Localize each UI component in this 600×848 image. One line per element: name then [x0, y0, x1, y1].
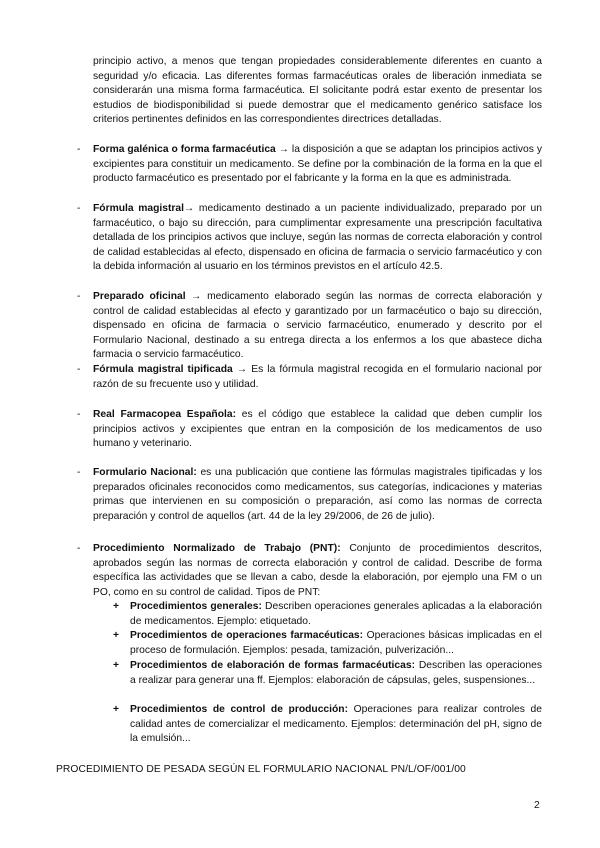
page-footer: PROCEDIMIENTO DE PESADA SEGÚN EL FORMULARIO NACIONAL PN/L/OF/001/00	[56, 764, 466, 775]
pnt-type-operaciones	[130, 629, 542, 658]
subitem-text: Describen operaciones generales aplicadas a la elaboración de medicamentos. Ejemplo: etiquetado.	[130, 601, 542, 627]
definition-preparado-oficinal: Preparado oficinal → medicamento elaborado según las normas de correcta elaboración y control de calidad establecidas al efecto y garantizado por un farmacéutico o bajo su dirección, dispensado en oficina de farmacia o servicio farmacéutico, enumerado y descrito por el Formulario Nacional, destinado a su entrega directa a los enfermos a los que abastece dicha farmacia o servicio farmacéutico.	[93, 291, 542, 361]
list-bullet: -	[77, 409, 81, 420]
definition-term: Fórmula magistral	[93, 203, 185, 214]
definition-text: Conjunto de procedimientos descritos, aprobados según las normas de correcta elaboración y control de calidad. Describe de forma específica las actividades que se llevan a cabo, desde la elaboración, por ejemplo una FM o un PO, como en su control de calidad. Tipos de PNT:	[93, 543, 542, 598]
subitem-text: Operaciones para realizar controles de calidad antes de comercializar el medicamento. Ejemplos: determinación del pH, signo de la emulsión...	[130, 704, 542, 745]
list-bullet: -	[77, 543, 81, 554]
definition-term: Real Farmacopea Española:	[93, 409, 237, 420]
definition-text: medicamento destinado a un paciente individualizado, preparado por un farmacéutico, o bajo su dirección, para cumplimentar expresamente una prescripción facultativa detallada de los principios activos que incluye, según las normas de correcta elaboración y control de calidad establecidas al efecto, dispensado en oficina de farmacia o servicio farmacéutico y con la debida información al usuario en los términos previstos en el artículo 42.5.	[93, 203, 543, 273]
definition-formulario-nacional	[93, 466, 542, 524]
list-bullet: -	[77, 291, 81, 302]
definition-term: Procedimiento Normalizado de Trabajo (PNT):	[93, 543, 341, 554]
definition-formula-magistral: Fórmula magistral→ medicamento destinado a un paciente individualizado, preparado por un farmacéutico, o bajo su dirección, para cumplimentar expresamente una prescripción facultativa detallada de los principios activos que incluye, según las normas de correcta elaboración y control de calidad establecidas al efecto, dispensado en oficina de farmacia o servicio farmacéutico y con la debida información al usuario en los términos previstos en el artículo 42.5.	[93, 203, 543, 273]
sub-bullet: +	[113, 704, 120, 715]
subitem-term: Procedimientos de control de producción:	[130, 704, 349, 715]
subitem-text: Describen las operaciones a realizar para generar una ff. Ejemplos: elaboración de cápsulas, geles, suspensiones...	[130, 660, 542, 686]
list-bullet: -	[77, 467, 81, 478]
subitem-term: Procedimientos de elaboración de formas farmacéuticas:	[130, 660, 416, 671]
intro-paragraph: principio activo, a menos que tengan propiedades considerablemente diferentes en cuanto a seguridad y/o eficacia. Las diferentes formas farmacéuticas orales de liberación inmediata se considerarán una misma forma farmacéutica. El solicitante podrá estar exento de presentar los estudios de biodisponibilidad si puede demostrar que el medicamento genérico satisface los criterios pertinentes definidos en las correspondientes directrices detalladas.	[93, 56, 542, 126]
sub-bullet: +	[113, 601, 120, 612]
definition-term: Fórmula magistral tipificada	[93, 364, 233, 375]
definition-text: es el código que establece la calidad que deben cumplir los principios activos y excipientes que entran en la composición de los medicamentos de uso humano y veterinario.	[93, 409, 542, 450]
pnt-type-elaboracion	[130, 659, 542, 688]
definition-term: Formulario Nacional:	[93, 467, 197, 478]
subitem-term: Procedimientos generales:	[130, 601, 262, 612]
subitem-term: Procedimientos de operaciones farmacéuticas:	[130, 630, 364, 641]
sub-bullet: +	[113, 660, 120, 671]
definition-text: medicamento elaborado según las normas de correcta elaboración y control de calidad establecidas al efecto y garantizado por un farmacéutico o bajo su dirección, dispensado en oficina de farmacia o servicio farmacéutico, enumerado y descrito por el Formulario Nacional, destinado a su entrega directa a los enfermos a los que abastece dicha farmacia o servicio farmacéutico.	[93, 291, 542, 361]
definition-text: es una publicación que contiene las fórmulas magistrales tipificadas y los preparados oficinales reconocidos como medicamentos, sus categorías, indicaciones y materias primas que intervienen en su composición o preparación, así como las normas de correcta preparación y control de aquellos (art. 44 de la ley 29/2006, de 26 de julio).	[93, 467, 542, 522]
definition-term: Forma galénica o forma farmacéutica	[93, 144, 276, 155]
list-bullet: -	[77, 203, 81, 214]
definition-formula-tipificada: Fórmula magistral tipificada → Es la fórmula magistral recogida en el formulario nacional por razón de su frecuente uso y utilidad.	[93, 364, 542, 390]
definition-text: Es la fórmula magistral recogida en el formulario nacional por razón de su frecuente uso y utilidad.	[93, 364, 542, 390]
subitem-text: Operaciones básicas implicadas en el proceso de formulación. Ejemplos: pesada, tamización, pulverización...	[130, 630, 542, 656]
list-bullet: -	[77, 144, 81, 155]
pnt-type-generales	[130, 600, 542, 629]
definition-text: la disposición a que se adaptan los principios activos y excipientes para constituir un medicamento. Se define por la combinación de la forma en la que el producto farmacéutico es presentado por el fabricante y la forma en la que es administrada.	[93, 144, 542, 185]
definition-forma-galenica: Forma galénica o forma farmacéutica → la disposición a que se adaptan los principios activos y excipientes para constituir un medicamento. Se define por la combinación de la forma en la que el producto farmacéutico es presentado por el fabricante y la forma en la que es administrada.	[93, 144, 542, 185]
definition-real-farmacopea	[93, 408, 542, 452]
definition-pnt	[93, 542, 542, 600]
page-number: 2	[534, 800, 540, 811]
pnt-type-control	[130, 703, 542, 747]
definition-term: Preparado oficinal	[93, 291, 186, 302]
sub-bullet: +	[113, 630, 120, 641]
list-bullet: -	[77, 364, 81, 375]
